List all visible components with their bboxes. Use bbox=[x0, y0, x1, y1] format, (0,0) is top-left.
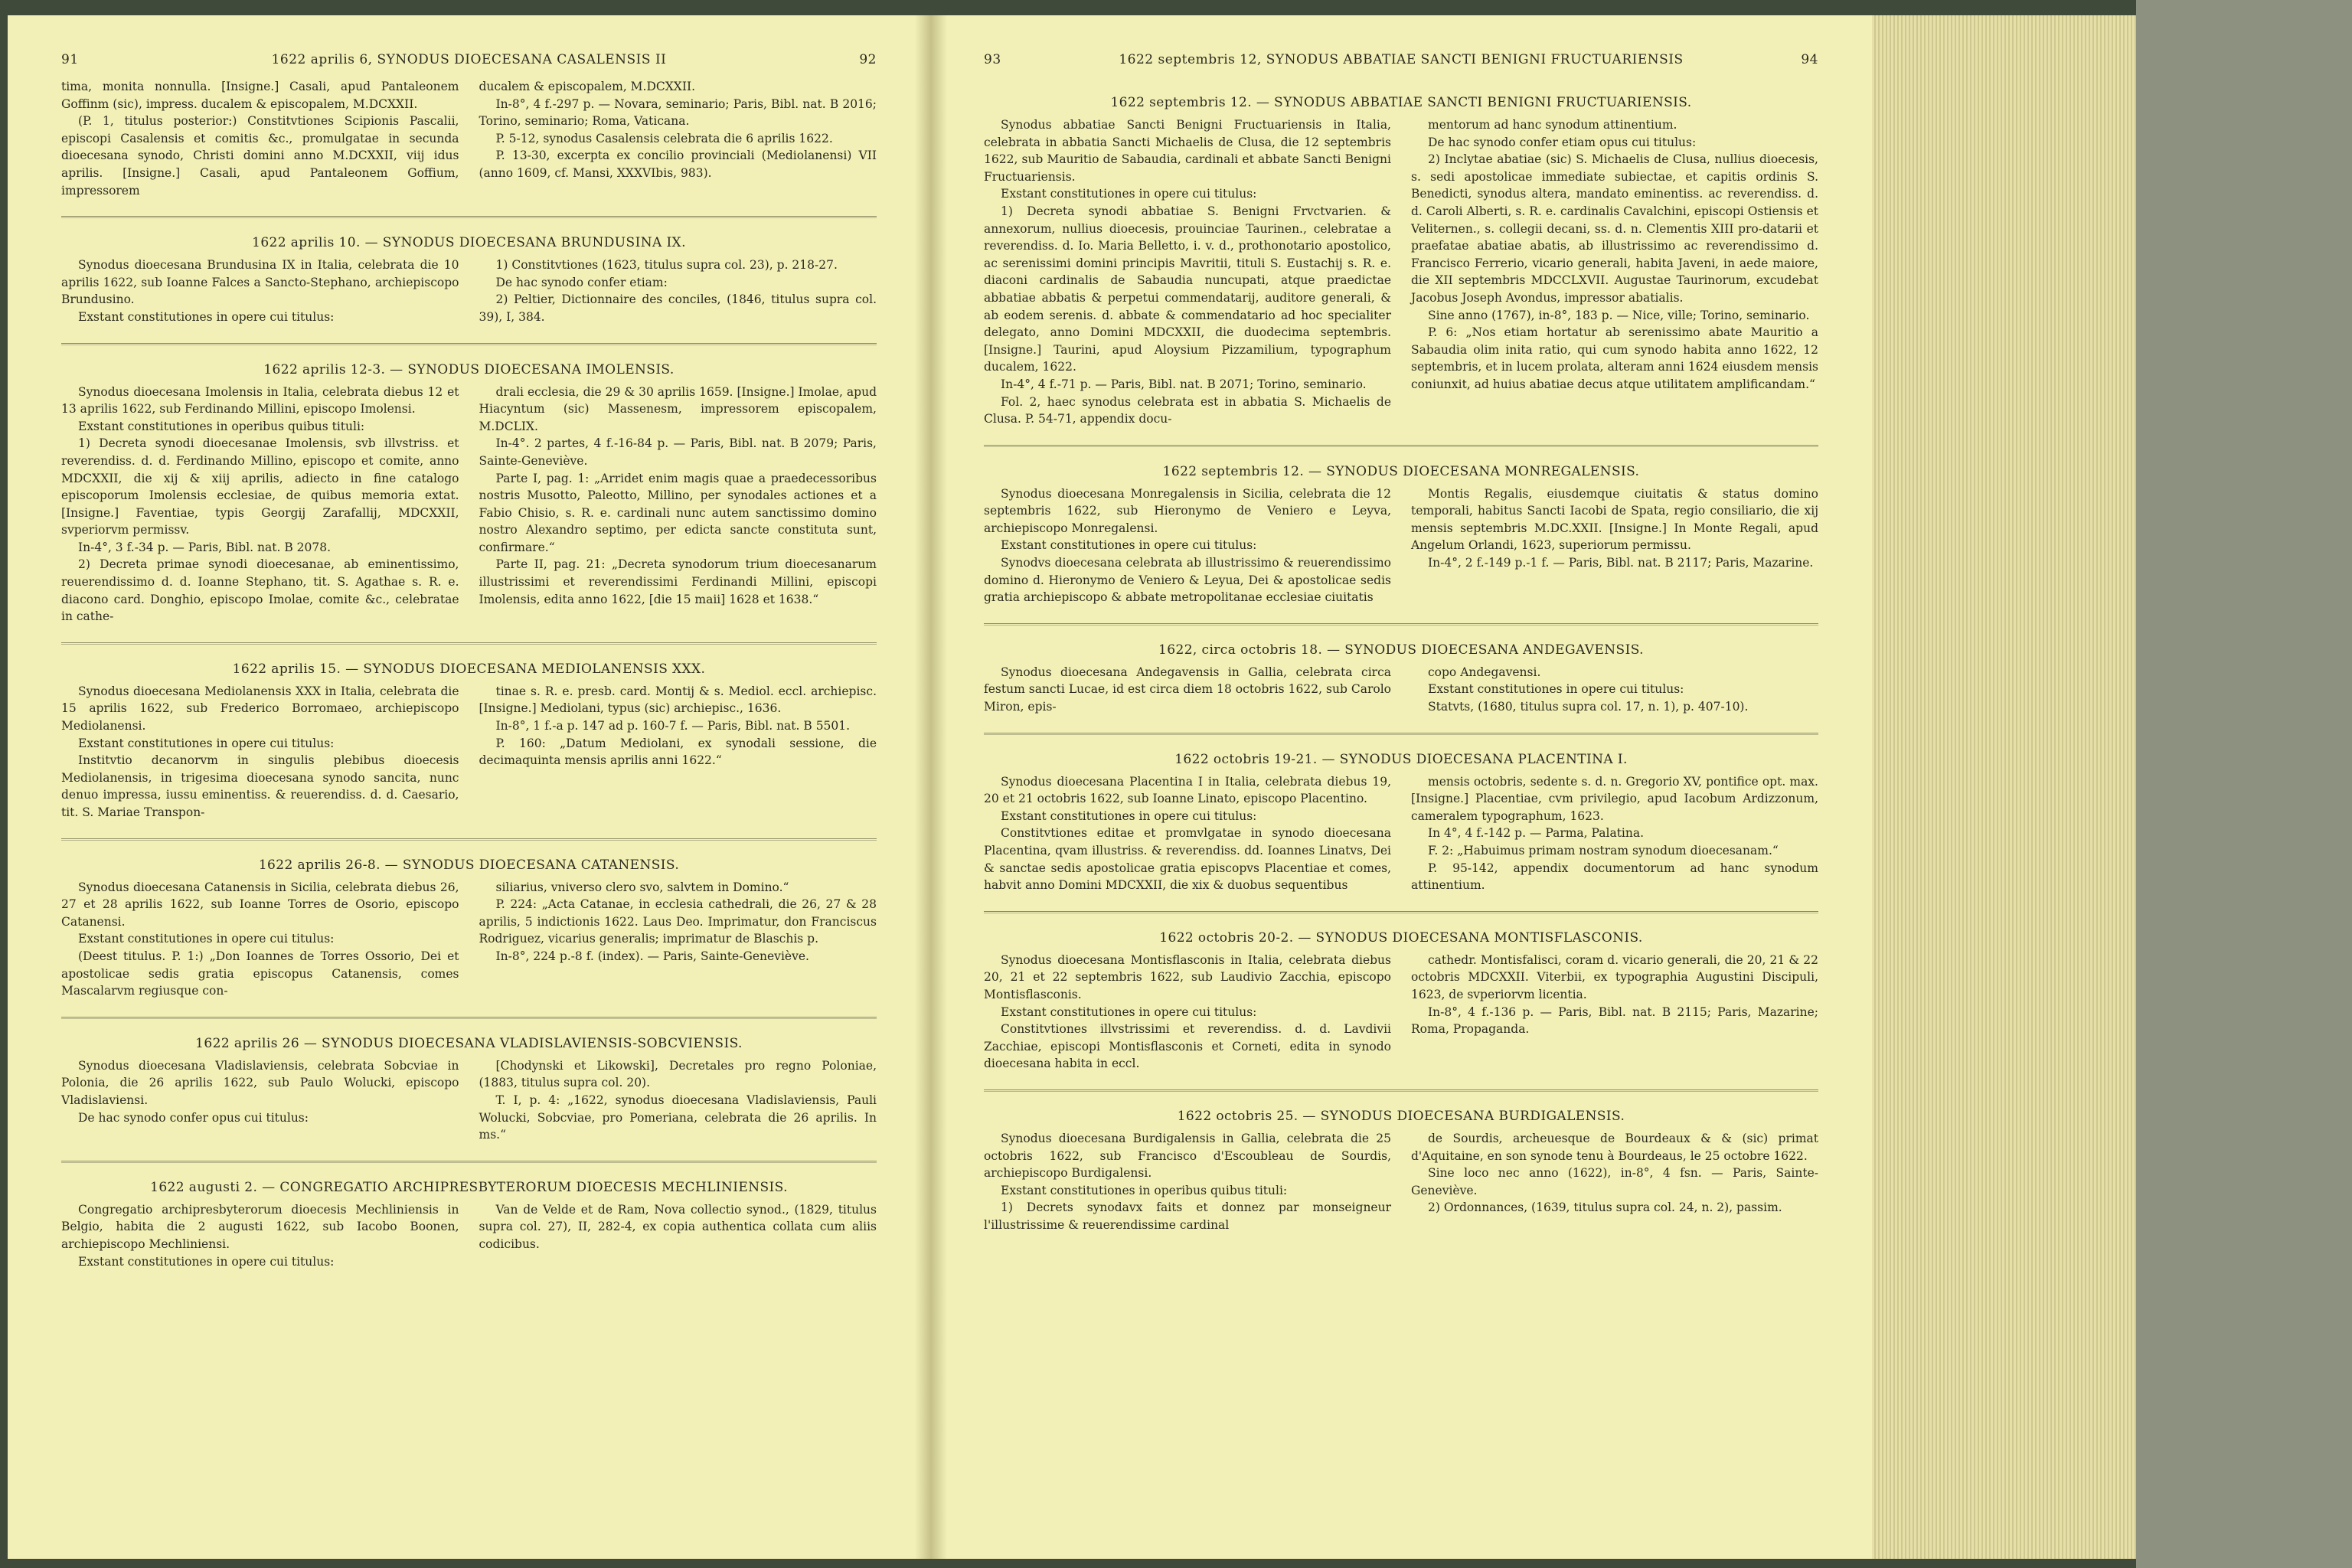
entry-col2 bbox=[479, 256, 877, 325]
paragraph: 2) Peltier, Dictionnaire des conciles, (1846, titulus supra col. 39), I, 384. bbox=[479, 292, 877, 324]
synod-entry bbox=[984, 752, 1818, 894]
synod-entry bbox=[984, 1109, 1818, 1234]
paragraph: Synodus dioecesana Burdigalensis in Gallia, celebrata die 25 octobris 1622, sub Francisco d'Escoubleau de Sourdis, archiepiscopo Burdigalensi. bbox=[984, 1131, 1391, 1181]
section-divider bbox=[61, 838, 877, 841]
paragraph: T. I, p. 4: „1622, synodus dioecesana Vladislaviensis, Pauli Wolucki, Sobcviae, pro Pomeriana, celebrata die 26 aprilis. In ms.“ bbox=[479, 1093, 877, 1142]
entry-col2 bbox=[479, 683, 877, 822]
section-divider bbox=[984, 1089, 1818, 1092]
paragraph: Exstant constitutiones in operibus quibus tituli: bbox=[78, 419, 365, 433]
section-divider bbox=[61, 642, 877, 645]
column-1 bbox=[61, 78, 459, 199]
paragraph: Congregatio archipresbyterorum dioecesis Mechliniensis in Belgio, habita die 2 augusti 1622, sub Iacobo Boonen, archiepiscopo Mechliniensi. bbox=[61, 1202, 459, 1251]
entry-col2 bbox=[1411, 952, 1818, 1073]
synod-entry bbox=[61, 1036, 877, 1144]
paragraph: Sine anno (1767), in-8°, 183 p. — Nice, ville; Torino, seminario. bbox=[1428, 308, 1810, 322]
paragraph: Synodus dioecesana Monregalensis in Sicilia, celebrata die 12 septembris 1622, sub Hieronymo de Veniero e Leyva, archiepiscopo Monregalensi. bbox=[984, 486, 1391, 535]
synod-entry bbox=[984, 930, 1818, 1073]
synod-entry bbox=[61, 1180, 877, 1270]
paragraph: Synodus dioecesana Placentina I in Italia, celebrata diebus 19, 20 et 21 octobris 1622, sub Ioanne Linato, episcopo Placentino. bbox=[984, 774, 1391, 806]
paragraph: Exstant constitutiones in opere cui titulus: bbox=[78, 309, 335, 324]
paragraph: Exstant constitutiones in opere cui titulus: bbox=[78, 932, 335, 946]
paragraph: P. 95-142, appendix documentorum ad hanc synodum attinentium. bbox=[1411, 861, 1818, 893]
entry-title: 1622 septembris 12. — SYNODUS DIOECESANA MONREGALENSIS. bbox=[1162, 463, 1640, 479]
section-divider bbox=[61, 216, 877, 218]
paragraph: 1) Constitvtiones (1623, titulus supra col. 23), p. 218-27. bbox=[495, 258, 838, 273]
entry-col2 bbox=[479, 879, 877, 1000]
paragraph: Synodus dioecesana Andegavensis in Gallia, celebrata circa festum sancti Lucae, id est circa diem 18 octobris 1622, sub Carolo Miron, epis- bbox=[984, 665, 1391, 714]
page-number-93: 93 bbox=[984, 52, 1001, 67]
entry-col1 bbox=[984, 1130, 1391, 1234]
entry-columns bbox=[61, 384, 877, 626]
paragraph: 1) Decrets synodavx faits et donnez par monseigneur l'illustrissime & reuerendissime cardinal bbox=[984, 1200, 1391, 1232]
entry-columns bbox=[984, 773, 1818, 894]
page-number-92: 92 bbox=[859, 52, 877, 67]
entry-col2 bbox=[1411, 773, 1818, 894]
column-2 bbox=[479, 78, 877, 199]
paragraph: De hac synodo confer opus cui titulus: bbox=[78, 1110, 309, 1125]
paragraph: 2) Inclytae abatiae (sic) S. Michaelis de Clusa, nullius dioecesis, s. sedi apostolicae immediate subiectae, et capitis ordinis S. Benedicti, synodus altera, mandato eminentiss. ac reverendiss. d. d. Caroli Alberti, s. R. e. cardinalis Cavalchini, episcopi Ostiensis et Veliternen., s. collegii decani, ss. d. n. Clementis XIII pro-datarii et praefatae abatiae abatis, ab illustrissimo ac reverendissimo d. Francisco Ferrerio, vicario generali, habita Javeni, in aede maiore, die XII septembris MDCCLXVII. Augustae Taurinorum, excudebat Jacobus Joseph Avondus, impressor abatialis. bbox=[1411, 152, 1818, 305]
running-head-right bbox=[984, 52, 1818, 78]
right-page bbox=[930, 15, 1872, 1559]
paragraph: tinae s. R. e. presb. card. Montij & s. Mediol. eccl. archiepisc. [Insigne.] Mediolani, typus (sic) archiepisc., 1636. bbox=[479, 684, 877, 716]
paragraph: Synodus dioecesana Catanensis in Sicilia, celebrata diebus 26, 27 et 28 aprilis 1622, sub Ioanne Torres de Osorio, episcopo Catanensi. bbox=[61, 880, 459, 929]
paragraph: Exstant constitutiones in operibus quibus tituli: bbox=[1001, 1183, 1288, 1197]
paragraph: de Sourdis, archeuesque de Bourdeaux & & (sic) primat d'Aquitaine, en son synode tenu à Bourdeaus, le 25 octobre 1622. bbox=[1411, 1131, 1818, 1163]
paragraph: P. 224: „Acta Catanae, in ecclesia cathedrali, die 26, 27 & 28 aprilis, 5 indictionis 1622. Laus Deo. Imprimatur, don Franciscus Rodriguez, vicarius generalis; imprimatur de Blaschis p. bbox=[479, 897, 877, 946]
entry-columns bbox=[61, 683, 877, 822]
entry-columns bbox=[61, 1057, 877, 1144]
section-divider bbox=[61, 1017, 877, 1019]
entry-col1 bbox=[984, 773, 1391, 894]
entry-col1 bbox=[61, 1201, 459, 1270]
entry-col1 bbox=[984, 116, 1391, 428]
paragraph: Exstant constitutiones in opere cui titulus: bbox=[1001, 1004, 1257, 1019]
entry-col1 bbox=[984, 664, 1391, 716]
section-divider bbox=[984, 911, 1818, 913]
paragraph: Institvtio decanorvm in singulis plebibus dioecesis Mediolanensis, in trigesima dioecesana synodo sancita, nunc denuo impressa, iussu eminentiss. & reuerendiss. d. d. Caesario, tit. S. Mariae Transpon- bbox=[61, 753, 459, 819]
paragraph: Fol. 2, haec synodus celebrata est in abbatia S. Michaelis de Clusa. P. 54-71, appendix docu- bbox=[984, 394, 1391, 426]
paragraph: Exstant constitutiones in opere cui titulus: bbox=[78, 736, 335, 750]
synod-entry bbox=[984, 642, 1818, 716]
synod-entry bbox=[61, 235, 877, 325]
entry-col1 bbox=[61, 1057, 459, 1144]
entry-col2 bbox=[1411, 664, 1818, 716]
entry-col1 bbox=[984, 485, 1391, 606]
paragraph: drali ecclesia, die 29 & 30 aprilis 1659. [Insigne.] Imolae, apud Hiacyntum (sic) Massenesm, impressorem episcopalem, M.DCLIX. bbox=[479, 384, 877, 433]
paragraph: In-4°, 3 f.-34 p. — Paris, Bibl. nat. B 2078. bbox=[78, 540, 332, 554]
entry-title: 1622 aprilis 15. — SYNODUS DIOECESANA MEDIOLANENSIS XXX. bbox=[232, 661, 706, 677]
left-sections bbox=[61, 216, 877, 1270]
entry-col2 bbox=[1411, 1130, 1818, 1234]
paragraph: In-8°, 4 f.-297 p. — Novara, seminario; Paris, Bibl. nat. B 2016; Torino, seminario; Roma, Vaticana. bbox=[479, 96, 877, 129]
entry-col2 bbox=[479, 384, 877, 626]
left-page bbox=[8, 15, 930, 1559]
synod-entry bbox=[61, 662, 877, 822]
entry-columns bbox=[984, 485, 1818, 606]
paragraph: Exstant constitutiones in opere cui titulus: bbox=[1001, 187, 1257, 201]
paragraph: In-4°. 2 partes, 4 f.-16-84 p. — Paris, Bibl. nat. B 2079; Paris, Sainte-Geneviève. bbox=[479, 436, 877, 468]
entry-title: 1622, circa octobris 18. — SYNODUS DIOECESANA ANDEGAVENSIS. bbox=[1158, 642, 1644, 658]
running-head-left bbox=[61, 52, 877, 78]
paragraph: [Chodynski et Likowski], Decretales pro regno Poloniae, (1883, titulus supra col. 20). bbox=[479, 1058, 877, 1090]
paragraph: cathedr. Montisfalisci, coram d. vicario generali, die 20, 21 & 22 octobris MDCXXII. Viterbii, ex typographia Augustini Discipuli, 1623, de svperiorvm licentia. bbox=[1411, 952, 1818, 1001]
section-divider bbox=[61, 343, 877, 345]
entry-columns bbox=[984, 952, 1818, 1073]
entry-title: 1622 octobris 20-2. — SYNODUS DIOECESANA MONTISFLASCONIS. bbox=[1159, 929, 1643, 946]
paragraph: Synodvs dioecesana celebrata ab illustrissimo & reuerendissimo domino d. Hieronymo de Veniero & Leyua, Dei & apostolicae sedis gratia archiepiscopo & abbate metropolitanae ecclesiae ciuitatis bbox=[984, 556, 1391, 605]
paragraph: Synodus dioecesana Imolensis in Italia, celebrata diebus 12 et 13 aprilis 1622, sub Ferdinando Millini, episcopo Imolensi. bbox=[61, 384, 459, 416]
entry-title: 1622 septembris 12. — SYNODUS ABBATIAE SANCTI BENIGNI FRUCTUARIENSIS. bbox=[1110, 95, 1692, 110]
paragraph: Exstant constitutiones in opere cui titulus: bbox=[1001, 538, 1257, 553]
paragraph: In-4°, 4 f.-71 p. — Paris, Bibl. nat. B 2071; Torino, seminario. bbox=[1001, 377, 1367, 391]
paragraph: Synodus abbatiae Sancti Benigni Fructuariensis in Italia, celebrata in abbatia Sancti Michaelis de Clusa, die 12 septembris 1622, sub Mauritio de Sabaudia, cardinali et abbate Sancti Benigni Fructuariensis. bbox=[984, 118, 1391, 184]
entry-title: 1622 octobris 19-21. — SYNODUS DIOECESANA PLACENTINA I. bbox=[1174, 751, 1628, 767]
paragraph: Van de Velde et de Ram, Nova collectio synod., (1829, titulus supra col. 27), II, 282-4, ex copia authentica collata cum aliis codicibus. bbox=[479, 1202, 877, 1251]
right-sections bbox=[984, 95, 1818, 1234]
page-number-94: 94 bbox=[1801, 52, 1818, 67]
section-divider bbox=[61, 1161, 877, 1163]
entry-title: 1622 aprilis 10. — SYNODUS DIOECESANA BRUNDUSINA IX. bbox=[252, 235, 686, 251]
paragraph: Synodus dioecesana Vladislaviensis, celebrata Sobcviae in Polonia, die 26 aprilis 1622, sub Paulo Wolucki, episcopo Vladislaviensi. bbox=[61, 1058, 459, 1107]
paragraph: Constitvtiones illvstrissimi et reverendiss. d. d. Lavdivii Zacchiae, episcopi Montisflasconis et Corneti, edita in synodo dioecesana habita in eccl. bbox=[984, 1022, 1391, 1071]
paragraph: mensis octobris, sedente s. d. n. Gregorio XV, pontifice opt. max. [Insigne.] Placentiae, cvm privilegio, apud Iacobum Ardizzonum, cameralem typographum, 1623. bbox=[1411, 774, 1818, 823]
paragraph: In-4°, 2 f.-149 p.-1 f. — Paris, Bibl. nat. B 2117; Paris, Mazarine. bbox=[1428, 556, 1814, 570]
paragraph: Synodus dioecesana Brundusina IX in Italia, celebrata die 10 aprilis 1622, sub Ioanne Falces a Sancto-Stephano, archiepiscopo Brundusino. bbox=[61, 258, 459, 307]
paragraph: De hac synodo confer etiam opus cui titulus: bbox=[1428, 135, 1697, 149]
paragraph: Constitvtiones editae et promvlgatae in synodo dioecesana Placentina, qvam illustriss. & reverendiss. dd. Ioannes Linatvs, Dei & sanctae sedis apostolicae gratia episcopvs Placentiae et comes, habvit anno Domini MDCXXII, die xix & duobus sequentibus bbox=[984, 826, 1391, 893]
paragraph: Exstant constitutiones in opere cui titulus: bbox=[78, 1254, 335, 1269]
entry-col1 bbox=[61, 683, 459, 822]
paragraph: tima, monita nonnulla. [Insigne.] Casali, apud Pantaleonem Goffinm (sic), impress. ducalem & episcopalem, M.DCXXII. bbox=[61, 80, 459, 111]
running-title-right: 1622 septembris 12, SYNODUS ABBATIAE SANCTI BENIGNI FRUCTUARIENSIS bbox=[1119, 52, 1684, 67]
entry-title: 1622 octobris 25. — SYNODUS DIOECESANA BURDIGALENSIS. bbox=[1177, 1108, 1625, 1124]
entry-title: 1622 augusti 2. — CONGREGATIO ARCHIPRESBYTERORUM DIOECESIS MECHLINIENSIS. bbox=[150, 1179, 788, 1195]
entry-col2 bbox=[1411, 485, 1818, 606]
running-title-left: 1622 aprilis 6, SYNODUS DIOECESANA CASALENSIS II bbox=[271, 52, 667, 67]
entry-col1 bbox=[984, 952, 1391, 1073]
entry-columns bbox=[61, 879, 877, 1000]
entry-col2 bbox=[479, 1201, 877, 1270]
paragraph: De hac synodo confer etiam: bbox=[495, 275, 668, 289]
entry-columns bbox=[61, 1201, 877, 1270]
section-divider bbox=[984, 623, 1818, 626]
paragraph: (Deest titulus. P. 1:) „Don Ioannes de Torres Ossorio, Dei et apostolicae sedis gratia episcopus Catanensis, comes Mascalarvm regiusque con- bbox=[61, 949, 459, 998]
paragraph: Statvts, (1680, titulus supra col. 17, n. 1), p. 407-10). bbox=[1428, 700, 1749, 714]
paragraph: Parte II, pag. 21: „Decreta synodorum trium dioecesanarum illustrissimi et reverendissimi Ferdinandi Millini, episcopi Imolensis, edita anno 1622, [die 15 maii] 1628 et 1638.“ bbox=[479, 557, 877, 606]
synod-entry bbox=[61, 362, 877, 626]
continuation-block bbox=[61, 78, 877, 199]
paragraph: Parte I, pag. 1: „Arridet enim magis quae a praedecessoribus nostris Musotto, Paleotto, Millino, per synodales actiones et a Fabio Chisio, s. R. e. cardinali nunc autem sanctissimo domino nostro Alexandro septimo, per edicta sancte constituta sunt, confirmare.“ bbox=[479, 471, 877, 554]
table-background bbox=[2136, 0, 2352, 1568]
paragraph: copo Andegavensi. bbox=[1428, 665, 1541, 679]
paragraph: 2) Ordonnances, (1639, titulus supra col. 24, n. 2), passim. bbox=[1428, 1200, 1782, 1215]
paragraph: siliarius, vniverso clero svo, salvtem in Domino.“ bbox=[495, 880, 789, 894]
paragraph: Exstant constitutiones in opere cui titulus: bbox=[1001, 808, 1257, 823]
entry-columns bbox=[61, 256, 877, 325]
paragraph: In-8°, 1 f.-a p. 147 ad p. 160-7 f. — Paris, Bibl. nat. B 5501. bbox=[495, 719, 851, 733]
paragraph: Synodus dioecesana Montisflasconis in Italia, celebrata diebus 20, 21 et 22 septembris 1622, sub Laudivio Zacchia, episcopo Montisflasconis. bbox=[984, 952, 1391, 1001]
entry-columns bbox=[984, 1130, 1818, 1234]
paragraph: Synodus dioecesana Mediolanensis XXX in Italia, celebrata die 15 aprilis 1622, sub Frederico Borromaeo, archiepiscopo Mediolanensi. bbox=[61, 684, 459, 733]
paragraph: 1) Decreta synodi dioecesanae Imolensis, svb illvstriss. et reverendiss. d. d. Ferdinando Millino, episcopo et comite, anno MDCXXII, die xij & xiij aprilis, adiecto in fine catalogo episcoporum Imolensis ecclesiae, de quibus memoria extat. [Insigne.] Faventiae, typis Georgij Zarafallij, MDCXXII, svperiorvm permissv. bbox=[61, 436, 459, 537]
paragraph: P. 13-30, excerpta ex concilio provinciali (Mediolanensi) VII (anno 1609, cf. Mansi, XXXVIbis, 983). bbox=[479, 149, 877, 180]
entry-columns bbox=[984, 116, 1818, 428]
paragraph: ducalem & episcopalem, M.DCXXII. bbox=[479, 80, 695, 93]
entry-col1 bbox=[61, 879, 459, 1000]
paragraph: 2) Decreta primae synodi dioecesanae, ab eminentissimo, reuerendissimo d. d. Ioanne Stephano, tit. S. Agathae s. R. e. diacono card. Donghio, episcopo Imolae, comite &c., celebratae in cathe- bbox=[61, 557, 459, 624]
paragraph: In-8°, 4 f.-136 p. — Paris, Bibl. nat. B 2115; Paris, Mazarine; Roma, Propaganda. bbox=[1411, 1004, 1818, 1037]
paragraph: 1) Decreta synodi abbatiae S. Benigni Frvctvarien. & annexorum, nullius dioecesis, prouinciae Taurinen., celebratae a reverendiss. d. Io. Maria Belletto, i. v. d., prothonotario apostolico, ac serenissimi domini principis Mavritii, tituli S. Eustachij s. R. e. diaconi cardinalis de Sabaudia nuncupati, atque praedictae abbatiae abbatis & perpetui commendatarij, auditore generali, & ab eodem serenis. d. abbate & commendatario ad hoc specialiter delegato, anno Domini MDCXXII, die duodecima septembris. [Insigne.] Taurini, apud Aloysium Pizzamilium, typographum ducalem, 1622. bbox=[984, 204, 1391, 374]
paragraph: Sine loco nec anno (1622), in-8°, 4 fsn. — Paris, Sainte-Geneviève. bbox=[1411, 1166, 1818, 1197]
synod-entry bbox=[984, 464, 1818, 606]
entry-col2 bbox=[479, 1057, 877, 1144]
entry-col1 bbox=[61, 256, 459, 325]
paragraph: In-8°, 224 p.-8 f. (index). — Paris, Sainte-Geneviève. bbox=[495, 949, 809, 963]
entry-title: 1622 aprilis 26 — SYNODUS DIOECESANA VLADISLAVIENSIS-SOBCVIENSIS. bbox=[195, 1035, 743, 1051]
paragraph: P. 160: „Datum Mediolani, ex synodali sessione, die decimaquinta mensis aprilis anni 1622.“ bbox=[479, 736, 877, 768]
paragraph: F. 2: „Habuimus primam nostram synodum dioecesanam.“ bbox=[1428, 844, 1779, 858]
paragraph: P. 5-12, synodus Casalensis celebrata die 6 aprilis 1622. bbox=[495, 131, 833, 145]
page-edges bbox=[1872, 15, 2136, 1559]
synod-entry bbox=[984, 95, 1818, 428]
entry-title: 1622 aprilis 12-3. — SYNODUS DIOECESANA IMOLENSIS. bbox=[263, 361, 675, 377]
entry-columns bbox=[984, 664, 1818, 716]
entry-col1 bbox=[61, 384, 459, 626]
paragraph: Exstant constitutiones in opere cui titulus: bbox=[1428, 682, 1684, 697]
paragraph: (P. 1, titulus posterior:) Constitvtiones Scipionis Pascalii, episcopi Casalensis et comitis &c., promulgatae in secunda dioecesana synodo, Christi domini anno M.DCXXII, viij idus aprilis. [Insigne.] Casali, apud Pantaleonem Goffium, impressorem bbox=[61, 114, 459, 198]
entry-col2 bbox=[1411, 116, 1818, 428]
synod-entry bbox=[61, 858, 877, 1000]
paragraph: In 4°, 4 f.-142 p. — Parma, Palatina. bbox=[1428, 826, 1645, 841]
section-divider bbox=[984, 445, 1818, 447]
book-gutter bbox=[915, 15, 947, 1559]
paragraph: P. 6: „Nos etiam hortatur ab serenissimo abate Mauritio a Sabaudia olim inita ratio, qui cum synodo habita anno 1622, 12 septembris, et in lucem prolata, alteram anni 1624 eiusdem mensis coniunxit, ad huius abatiae decus atque utilitatem amplificandam.“ bbox=[1411, 325, 1818, 391]
entry-title: 1622 aprilis 26-8. — SYNODUS DIOECESANA CATANENSIS. bbox=[258, 857, 680, 873]
page-number-91: 91 bbox=[61, 52, 79, 67]
paragraph: mentorum ad hanc synodum attinentium. bbox=[1428, 118, 1677, 132]
section-divider bbox=[984, 733, 1818, 735]
paragraph: Montis Regalis, eiusdemque ciuitatis & status domino temporali, habitus Sancti Iacobi de Spata, regio consiliario, die xij mensis septembris M.DC.XXII. [Insigne.] In Monte Regali, apud Angelum Orlandi, 1623, superiorum permissu. bbox=[1411, 486, 1818, 553]
